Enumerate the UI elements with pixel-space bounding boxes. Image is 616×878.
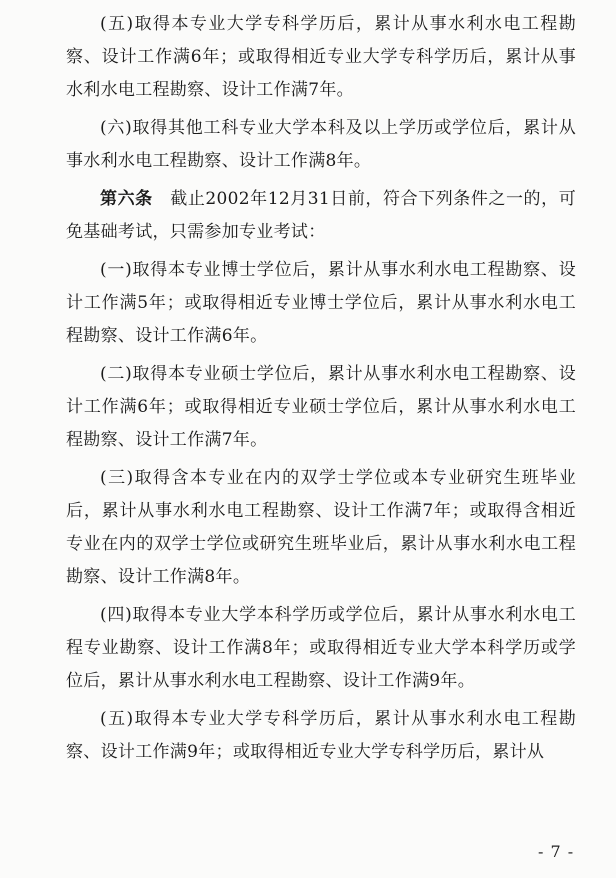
paragraph-text: (六)取得其他工科专业大学本科及以上学历或学位后，累计从事水利水电工程勘察、设计工作满8年。 [66, 118, 576, 171]
paragraph-item-5b [66, 703, 576, 769]
article-label: 第六条 [100, 189, 153, 209]
page-number: - 7 - [538, 842, 575, 861]
paragraph-item-1 [66, 254, 576, 353]
paragraph-item-5 [66, 8, 576, 107]
paragraph-text: (四)取得本专业大学本科学历或学位后，累计从事水利水电工程专业勘察、设计工作满8年；或取得相近专业大学本科学历或学位后，累计从事水利水电工程勘察、设计工作满9年。 [66, 605, 576, 691]
paragraph-item-4 [66, 599, 576, 698]
paragraph-item-6 [66, 112, 576, 178]
paragraph-item-2 [66, 358, 576, 457]
paragraph-text: (三)取得含本专业在内的双学士学位或本专业研究生班毕业后，累计从事水利水电工程勘察、设计工作满7年；或取得含相近专业在内的双学士学位或研究生班毕业后，累计从事水利水电工程勘察、设计工作满8年。 [66, 468, 576, 587]
paragraph-item-3 [66, 462, 576, 594]
paragraph-text: (二)取得本专业硕士学位后，累计从事水利水电工程勘察、设计工作满6年；或取得相近专业硕士学位后，累计从事水利水电工程勘察、设计工作满7年。 [66, 364, 576, 450]
paragraph-text: (一)取得本专业博士学位后，累计从事水利水电工程勘察、设计工作满5年；或取得相近专业博士学位后，累计从事水利水电工程勘察、设计工作满6年。 [66, 260, 576, 346]
paragraph-text: (五)取得本专业大学专科学历后，累计从事水利水电工程勘察、设计工作满6年；或取得相近专业大学专科学历后，累计从事水利水电工程勘察、设计工作满7年。 [66, 14, 576, 100]
document-body [66, 8, 576, 774]
paragraph-text: (五)取得本专业大学专科学历后，累计从事水利水电工程勘察、设计工作满9年；或取得相近专业大学专科学历后，累计从 [66, 709, 576, 762]
article-6-heading-paragraph [66, 183, 576, 249]
paragraph-text: 截止2002年12月31日前，符合下列条件之一的，可免基础考试，只需参加专业考试： [66, 189, 576, 242]
